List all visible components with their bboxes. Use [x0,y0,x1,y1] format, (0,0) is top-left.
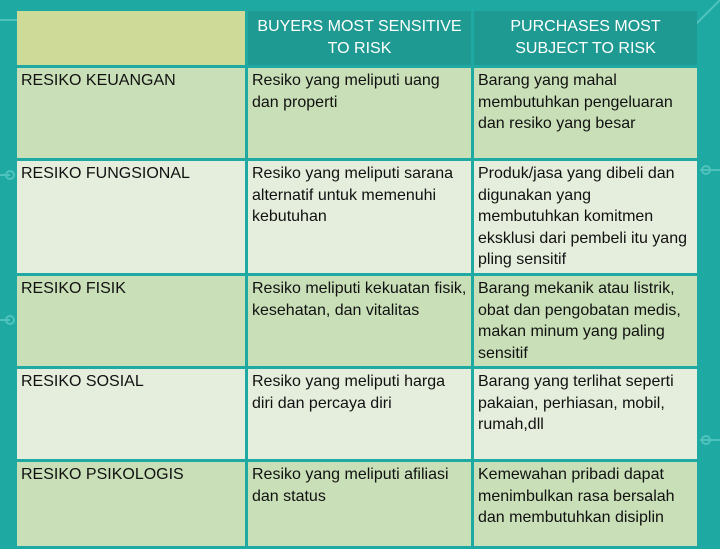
purchases-cell: Barang mekanik atau listrik, obat dan pengobatan medis, makan minum yang paling sensitif [474,276,697,366]
buyers-cell: Resiko meliputi kekuatan fisik, kesehatan, dan vitalitas [248,276,471,366]
risk-table [14,8,700,549]
header-buyers: BUYERS MOST SENSITIVE TO RISK [248,11,471,65]
buyers-cell: Resiko yang meliputi sarana alternatif untuk memenuhi kebutuhan [248,161,471,273]
table-row [17,68,697,158]
buyers-cell: Resiko yang meliputi harga diri dan percaya diri [248,369,471,459]
purchases-cell: Produk/jasa yang dibeli dan digunakan yang membutuhkan komitmen eksklusi dari pembeli itu yang pling sensitif [474,161,697,273]
table-row [17,462,697,546]
table-row [17,276,697,366]
header-corner-cell [17,11,245,65]
purchases-cell: Kemewahan pribadi dapat menimbulkan rasa bersalah dan membutuhkan disiplin [474,462,697,546]
risk-type-cell: RESIKO SOSIAL [17,369,245,459]
purchases-cell: Barang yang mahal membutuhkan pengeluaran dan resiko yang besar [474,68,697,158]
risk-type-cell: RESIKO FUNGSIONAL [17,161,245,273]
purchases-cell: Barang yang terlihat seperti pakaian, perhiasan, mobil, rumah,dll [474,369,697,459]
table-row [17,161,697,273]
buyers-cell: Resiko yang meliputi uang dan properti [248,68,471,158]
risk-type-cell: RESIKO KEUANGAN [17,68,245,158]
header-purchases: PURCHASES MOST SUBJECT TO RISK [474,11,697,65]
risk-type-cell: RESIKO FISIK [17,276,245,366]
buyers-cell: Resiko yang meliputi afiliasi dan status [248,462,471,546]
table-row [17,369,697,459]
risk-type-cell: RESIKO PSIKOLOGIS [17,462,245,546]
table-header-row [17,11,697,65]
